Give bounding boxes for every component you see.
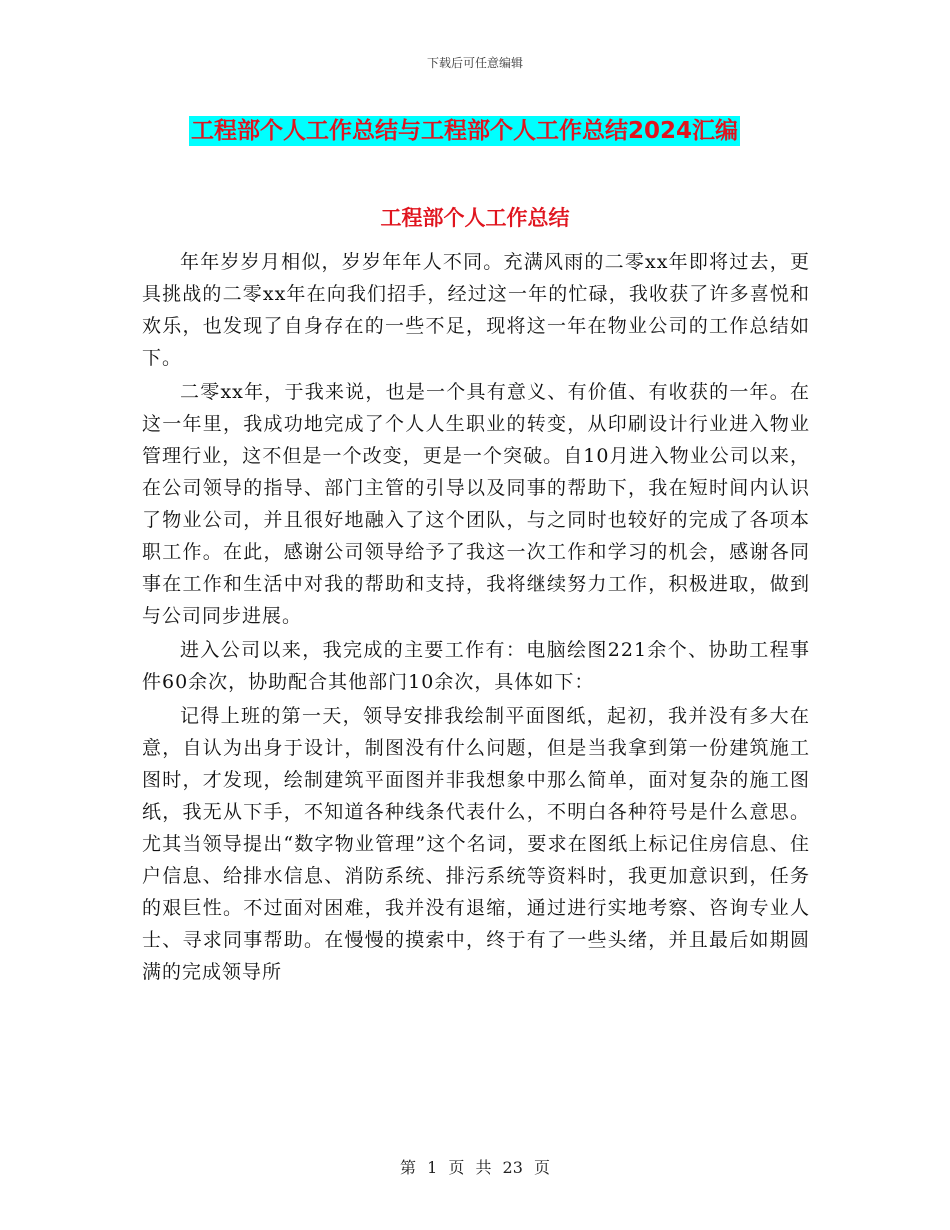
header-note: 下载后可任意编辑 (426, 56, 523, 70)
section-title: 工程部个人工作总结 (380, 206, 570, 230)
paragraph-1: 年年岁岁月相似，岁岁年年人不同。充满风雨的二零xx年即将过去，更具挑战的二零xx年在向我们招手，经过这一年的忙碌，我收获了许多喜悦和欢乐，也发现了自身存在的一些不足，现将这一年在物业公司的工作总结如下。 (142, 251, 810, 369)
document-title: 工程部个人工作总结与工程部个人工作总结2024汇编 (191, 118, 739, 144)
paragraph-3: 进入公司以来，我完成的主要工作有：电脑绘图221余个、协助工程事件60余次，协助配合其他部门10余次，具体如下： (142, 639, 810, 693)
paragraph-2: 二零xx年，于我来说，也是一个具有意义、有价值、有收获的一年。在这一年里，我成功地完成了个人人生职业的转变，从印刷设计行业进入物业管理行业，这不但是一个改变，更是一个突破。自10月进入物业公司以来，在公司领导的指导、部门主管的引导以及同事的帮助下，我在短时间内认识了物业公司，并且很好地融入了这个团队，与之同时也较好的完成了各项本职工作。在此，感谢公司领导给予了我这一次工作和学习的机会，感谢各同事在工作和生活中对我的帮助和支持，我将继续努力工作，积极进取，做到与公司同步进展。 (142, 381, 810, 627)
paragraph-4: 记得上班的第一天，领导安排我绘制平面图纸，起初，我并没有多大在意，自认为出身于设计，制图没有什么问题，但是当我拿到第一份建筑施工图时，才发现，绘制建筑平面图并非我想象中那么简单，面对复杂的施工图纸，我无从下手，不知道各种线条代表什么，不明白各种符号是什么意思。尤其当领导提出“数字物业管理”这个名词，要求在图纸上标记住房信息、住户信息、给排水信息、消防系统、排污系统等资料时，我更加意识到，任务的艰巨性。不过面对困难，我并没有退缩，通过进行实地考察、咨询专业人士、寻求同事帮助。在慢慢的摸索中，终于有了一些头绪，并且最后如期圆满的完成领导所 (142, 705, 810, 983)
page-footer: 第 1 页 共 23 页 (400, 1158, 550, 1177)
document-body (142, 246, 810, 988)
